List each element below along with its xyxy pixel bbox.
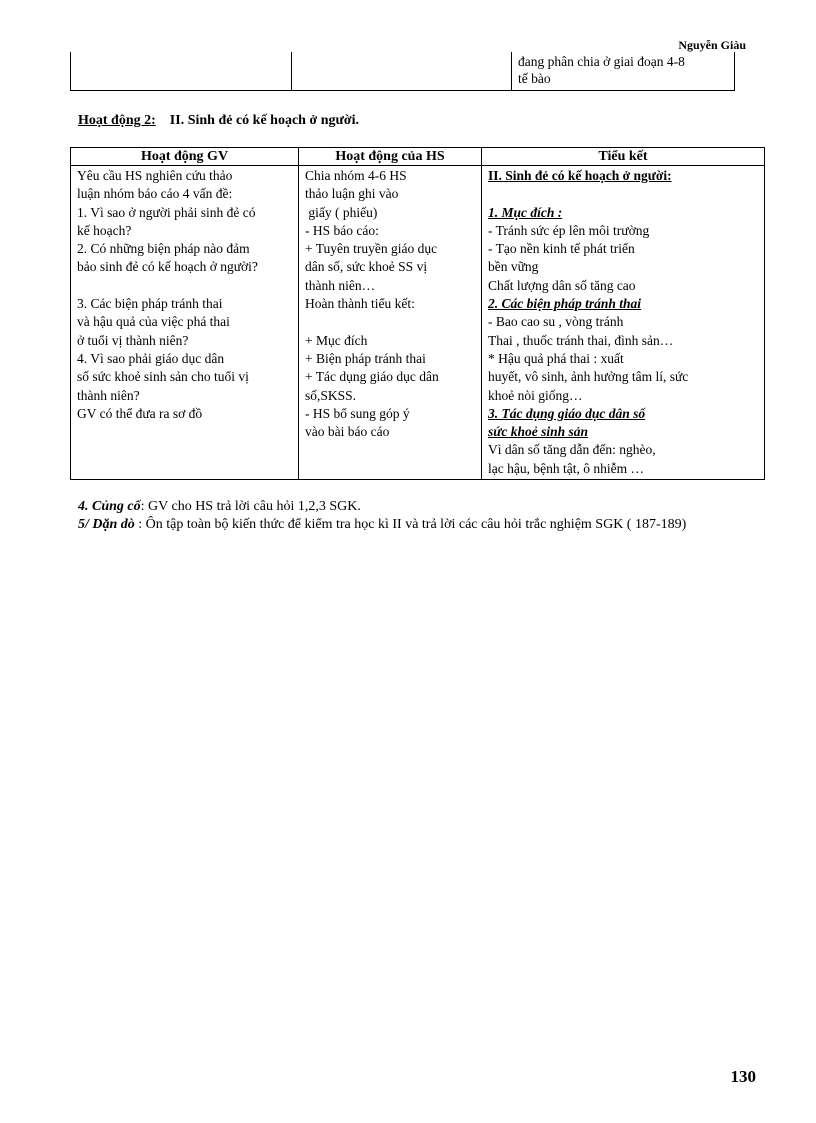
- summary-heading-methods: 2. Các biện pháp tránh thai: [488, 296, 642, 312]
- header-student-activity: Hoạt động của HS: [299, 148, 482, 166]
- cell-line: Thai , thuốc tránh thai, đình sản…: [488, 332, 674, 348]
- summary-heading-effects-cont: sức khoẻ sinh sản: [488, 424, 588, 440]
- cell-line: đang phân chia ở giai đoạn 4-8: [518, 54, 685, 69]
- cell-line: 2. Có những biện pháp nào đảm: [77, 241, 250, 257]
- cell-line: [305, 313, 475, 331]
- cell-line: Hoàn thành tiểu kết:: [305, 296, 415, 312]
- cell-line: + Tác dụng giáo dục dân: [305, 369, 439, 385]
- cell-line: + Mục đích: [305, 332, 368, 348]
- cell-line: [77, 277, 292, 295]
- lesson-footer: [78, 498, 762, 534]
- cell-line: số,SKSS.: [305, 387, 357, 403]
- cell-line: 1. Vì sao ở người phải sinh đẻ có: [77, 204, 256, 220]
- cell-line: lạc hậu, bệnh tật, ô nhiễm …: [488, 460, 644, 476]
- cell-line: [488, 185, 758, 203]
- activity-table: [70, 147, 765, 480]
- cell-line: - Tránh sức ép lên môi trường: [488, 222, 650, 238]
- continued-table: [70, 52, 735, 91]
- consolidation-label: 4. Củng cố: [78, 499, 141, 514]
- cell-line: khoẻ nòi giống…: [488, 387, 583, 403]
- cell-line: thảo luận ghi vào: [305, 186, 399, 202]
- page-number: 130: [730, 1067, 756, 1086]
- section-label: Hoạt động 2:: [78, 113, 156, 128]
- cell-line: thành niên…: [305, 277, 376, 293]
- cell-line: thành niên?: [77, 387, 140, 403]
- table-cell: [71, 52, 292, 91]
- student-activity-cell: [299, 166, 482, 480]
- cell-line: - Tạo nền kinh tế phát triển: [488, 241, 635, 257]
- cell-line: Chất lượng dân số tăng cao: [488, 277, 636, 293]
- teacher-activity-cell: [71, 166, 299, 480]
- consolidation-text: : GV cho HS trả lời câu hỏi 1,2,3 SGK.: [140, 499, 361, 514]
- cell-line: bền vững: [488, 259, 539, 275]
- section-heading: [78, 113, 359, 129]
- header-summary: Tiểu kết: [482, 148, 765, 166]
- cell-line: bảo sinh đẻ có kế hoạch ở người?: [77, 259, 258, 275]
- cell-line: + Biện pháp tránh thai: [305, 350, 426, 366]
- cell-line: Vì dân số tăng dẫn đến: nghèo,: [488, 442, 656, 458]
- cell-line: huyết, vô sinh, ảnh hưởng tâm lí, sức: [488, 369, 689, 385]
- homework-text: : Ôn tập toàn bộ kiến thức để kiểm tra học kì II và trả lời các câu hỏi trắc nghiệm SGK ( 187-189): [134, 517, 687, 532]
- cell-line: vào bài báo cáo: [305, 424, 390, 440]
- cell-line: 3. Các biện pháp tránh thai: [77, 296, 223, 312]
- cell-line: * Hậu quả phá thai : xuất: [488, 350, 624, 366]
- summary-heading-purpose: 1. Mục đích :: [488, 204, 563, 220]
- cell-line: giấy ( phiếu): [305, 204, 378, 220]
- cell-line: - HS báo cáo:: [305, 222, 379, 238]
- cell-line: + Tuyên truyền giáo dục: [305, 241, 438, 257]
- cell-line: tế bào: [518, 71, 551, 86]
- table-row: [71, 52, 735, 91]
- homework-label: 5/ Dặn dò: [78, 517, 135, 532]
- author-name: Nguyễn Giàu: [678, 38, 746, 52]
- cell-line: - HS bổ sung góp ý: [305, 405, 410, 421]
- cell-line: dân số, sức khoẻ SS vị: [305, 259, 428, 275]
- table-cell: [292, 52, 512, 91]
- table-row: [71, 166, 765, 480]
- cell-line: GV có thể đưa ra sơ đồ: [77, 405, 203, 421]
- cell-line: 4. Vì sao phải giáo dục dân: [77, 350, 225, 366]
- cell-line: luận nhóm báo cáo 4 vấn đề:: [77, 186, 233, 202]
- consolidation-line: [78, 498, 762, 516]
- section-title: II. Sinh đẻ có kế hoạch ở người.: [169, 113, 360, 128]
- cell-line: kế hoạch?: [77, 222, 132, 238]
- cell-line: Chia nhóm 4-6 HS: [305, 168, 407, 183]
- table-header-row: [71, 148, 765, 166]
- summary-heading-effects: 3. Tác dụng giáo dục dân số: [488, 405, 646, 421]
- summary-cell: [482, 166, 765, 480]
- homework-line: [78, 516, 762, 534]
- summary-title: II. Sinh đẻ có kế hoạch ở người:: [488, 168, 672, 183]
- header-teacher-activity: Hoạt động GV: [71, 148, 299, 166]
- cell-line: - Bao cao su , vòng tránh: [488, 314, 624, 330]
- cell-line: Yêu cầu HS nghiên cứu thảo: [77, 168, 233, 183]
- cell-line: ở tuổi vị thành niên?: [77, 332, 189, 348]
- table-cell: [512, 52, 735, 91]
- cell-line: và hậu quả của việc phá thai: [77, 314, 230, 330]
- cell-line: số sức khoẻ sinh sản cho tuổi vị: [77, 369, 249, 385]
